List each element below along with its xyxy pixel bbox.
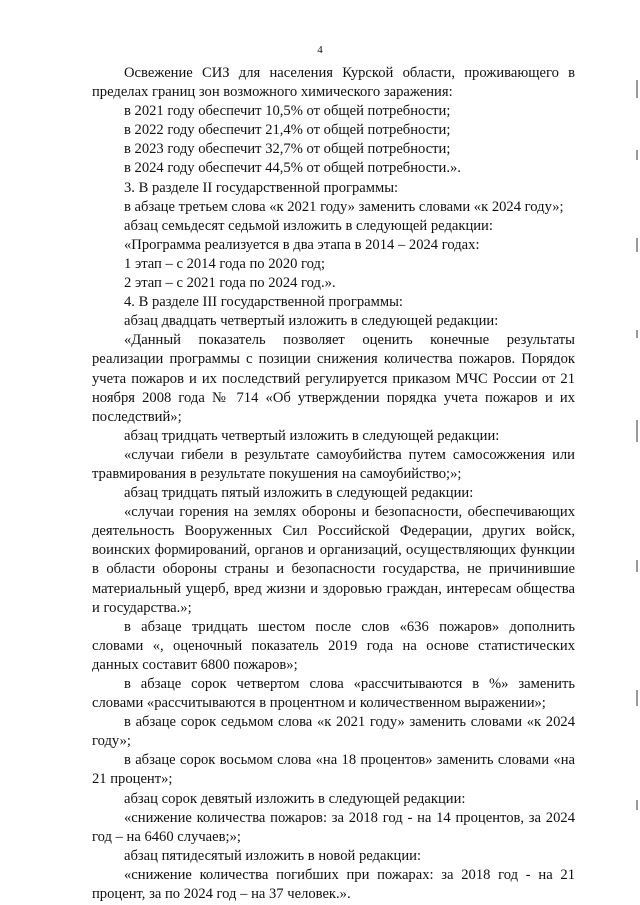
page-number: 4: [317, 44, 323, 56]
paragraph: «Программа реализуется в два этапа в 2014 – 2024 годах:: [124, 236, 480, 253]
paragraph: в 2022 году обеспечит 21,4% от общей потребности;: [124, 122, 451, 139]
paragraph: «случаи горения на землях обороны и безопасности, обеспечивающих деятельность Вооруженных Сил Российской Федерации, других войск, воинских формирований, органов и организаций, осуществляющих функции в области обороны страны и безопасности государства, не причинившие материальный ущерб, вред жизни и здоровью граждан, интересам общества и государства.»;: [92, 504, 575, 616]
document-body: [92, 64, 575, 904]
section-heading: 3. В разделе II государственной программы:: [124, 179, 399, 196]
paragraph: в абзаце третьем слова «к 2021 году» заменить словами «к 2024 году»;: [124, 198, 564, 215]
paragraph: «случаи гибели в результате самоубийства путем самосожжения или травмирования в результате покушения на самоубийство;»;: [92, 446, 575, 482]
paragraph: абзац тридцать пятый изложить в следующей редакции:: [124, 485, 474, 502]
paragraph: в 2024 году обеспечит 44,5% от общей потребности.».: [124, 160, 461, 177]
paragraph: в 2021 году обеспечит 10,5% от общей потребности;: [124, 103, 451, 120]
paragraph: «Данный показатель позволяет оценить конечные результаты реализации программы с позиции снижения количества пожаров. Порядок учета пожаров и их последствий регулируется приказом МЧС России от 21 ноября 2008 года № 714 «Об утверждении порядка учета пожаров и их последствий»;: [92, 332, 575, 425]
paragraph: абзац тридцать четвертый изложить в следующей редакции:: [124, 427, 500, 444]
paragraph: абзац семьдесят седьмой изложить в следующей редакции:: [124, 217, 493, 234]
paragraph: «снижение количества погибших при пожарах: за 2018 год - на 21 процент, за по 2024 год – на 37 человек.».: [92, 866, 575, 903]
paragraph: в 2023 году обеспечит 32,7% от общей потребности;: [124, 141, 451, 158]
paragraph: в абзаце тридцать шестом после слов «636 пожаров» дополнить словами «, оценочный показатель 2019 года на основе статистических данных составит 6800 пожаров»;: [92, 618, 575, 673]
paragraph: абзац сорок девятый изложить в следующей редакции:: [124, 790, 466, 807]
paragraph: в абзаце сорок восьмом слова «на 18 процентов» заменить словами «на 21 процент»;: [92, 752, 575, 788]
paragraph: в абзаце сорок седьмом слова «к 2021 году» заменить словами «к 2024 году»;: [92, 714, 575, 750]
paragraph: «снижение количества пожаров: за 2018 год - на 14 процентов, за 2024 год – на 6460 случаев;»;: [92, 809, 575, 845]
section-heading: 4. В разделе III государственной программы:: [124, 294, 403, 311]
paragraph: в абзаце сорок четвертом слова «рассчитываются в %» заменить словами «рассчитываются в процентном и количественном выражении»;: [92, 676, 575, 712]
paragraph: 2 этап – с 2021 года по 2024 год.».: [124, 275, 336, 292]
scan-edge-marks: [632, 0, 638, 905]
paragraph: абзац пятидесятый изложить в новой редакции:: [124, 847, 422, 864]
paragraph: 1 этап – с 2014 года по 2020 год;: [124, 255, 326, 272]
paragraph: Освежение СИЗ для населения Курской области, проживающего в пределах границ зон возможного химического заражения:: [92, 65, 575, 101]
paragraph: абзац двадцать четвертый изложить в следующей редакции:: [124, 313, 499, 330]
